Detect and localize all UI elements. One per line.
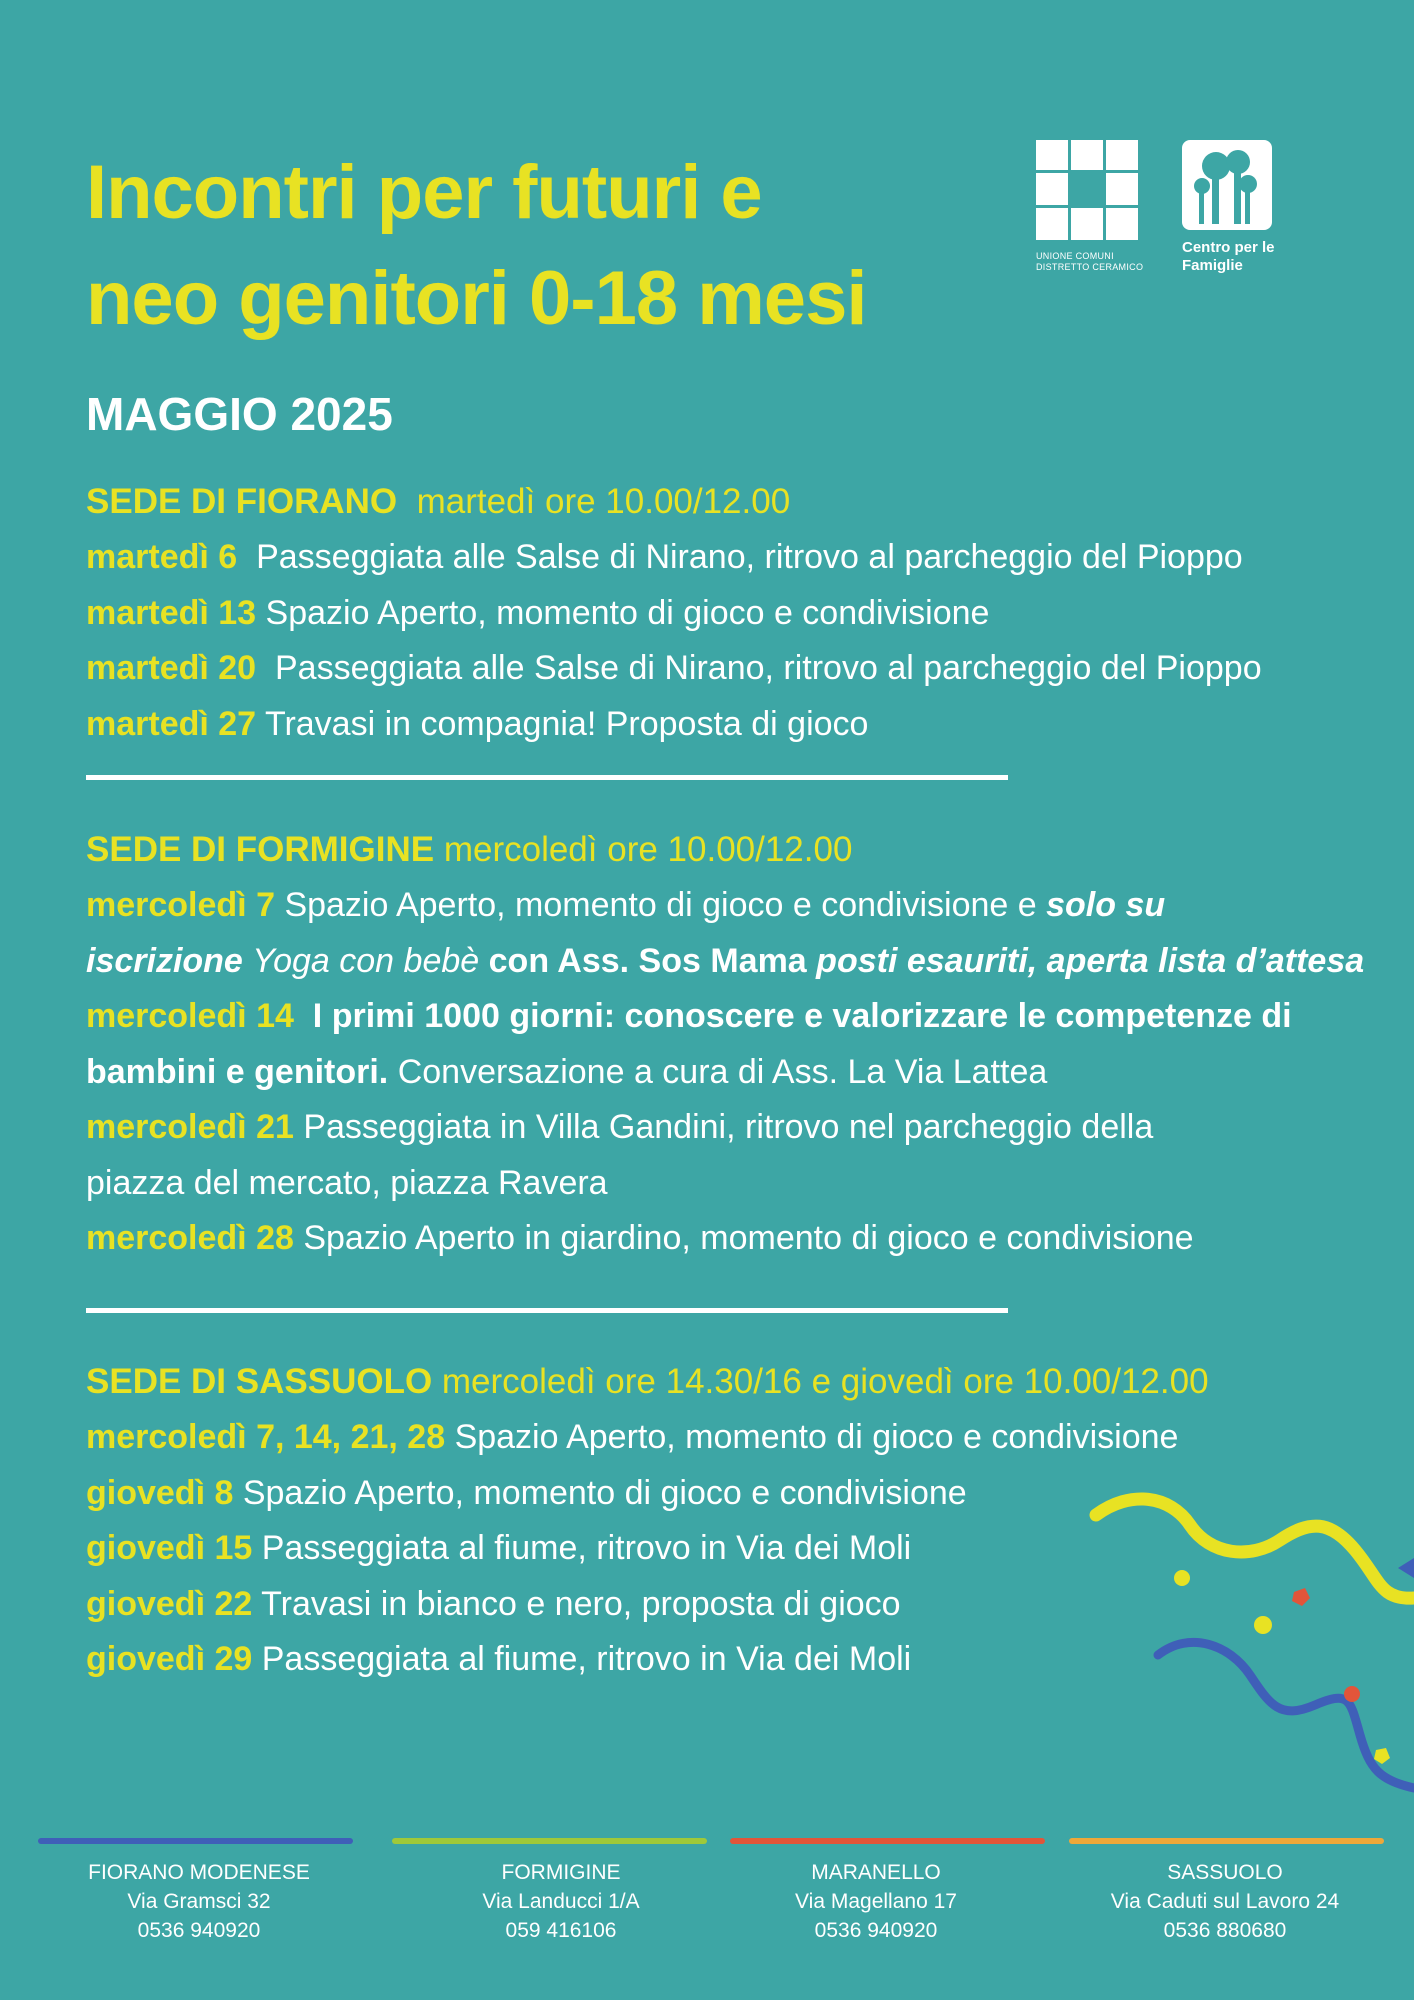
title-line-2: neo genitori 0-18 mesi <box>86 256 867 341</box>
section-divider <box>86 1308 1008 1313</box>
footer-sassuolo <box>1060 1858 1390 1945</box>
event-item: giovedì 29 Passeggiata al fiume, ritrovo in Via dei Moli <box>86 1640 912 1678</box>
sassuolo-header <box>86 1360 1386 1404</box>
formigine-header <box>86 828 1386 872</box>
formigine-schedule: mercoledì ore 10.00/12.00 <box>443 830 853 869</box>
month-heading: MAGGIO 2025 <box>86 388 393 440</box>
event-item: giovedì 22 Travasi in bianco e nero, proposta di gioco <box>86 1584 901 1623</box>
title-line-1: Incontri per futuri e <box>86 150 762 235</box>
event-item: martedì 20 Passeggiata alle Salse di Nirano, ritrovo al parcheggio del Pioppo <box>86 649 1262 687</box>
event-item: giovedì 8 Spazio Aperto, momento di gioco e condivisione <box>86 1473 967 1512</box>
trees-logo-icon <box>1182 140 1272 230</box>
event-item-continued: bambini e genitori. Conversazione a cura di Ass. La Via Lattea <box>86 1052 1048 1091</box>
sassuolo-name: SEDE DI SASSUOLO <box>86 1362 433 1401</box>
event-item: mercoledì 7, 14, 21, 28 Spazio Aperto, momento di gioco e condivisione <box>86 1418 1179 1456</box>
footer-address: Via Caduti sul Lavoro 24 <box>1110 1890 1340 1913</box>
footer-formigine <box>396 1858 726 1945</box>
footer-bar-fiorano <box>38 1838 353 1844</box>
event-item: martedì 13 Spazio Aperto, momento di gioco e condivisione <box>86 593 990 632</box>
footer-city: FORMIGINE <box>501 1861 621 1884</box>
footer-phone: 0536 940920 <box>814 1919 938 1942</box>
footer-address: Via Magellano 17 <box>795 1890 957 1913</box>
footer-address: Via Gramsci 32 <box>127 1890 271 1913</box>
unione-logo-caption: UNIONE COMUNI DISTRETTO CERAMICO <box>1036 251 1144 272</box>
event-item: mercoledì 28 Spazio Aperto in giardino, momento di gioco e condivisione <box>86 1219 1194 1257</box>
grid-logo-icon <box>1036 140 1138 240</box>
formigine-name: SEDE DI FORMIGINE <box>86 830 435 869</box>
footer-phone: 0536 940920 <box>137 1919 261 1942</box>
event-item-continued: iscrizione Yoga con bebè con Ass. Sos Mama posti esauriti, aperta lista d’attesa <box>86 941 1365 980</box>
event-item: martedì 6 Passeggiata alle Salse di Nirano, ritrovo al parcheggio del Pioppo <box>86 538 1243 576</box>
centro-logo-caption: Centro per le Famiglie <box>1182 239 1275 274</box>
confetti-decoration <box>1080 1470 1414 1850</box>
footer-city: MARANELLO <box>811 1861 941 1884</box>
fiorano-name: SEDE DI FIORANO <box>86 482 398 521</box>
event-item: giovedì 15 Passeggiata al fiume, ritrovo in Via dei Moli <box>86 1529 912 1567</box>
fiorano-section <box>86 480 1386 752</box>
unione-comuni-logo <box>1036 140 1144 273</box>
event-item: mercoledì 14 I primi 1000 giorni: conoscere e valorizzare le competenze di <box>86 997 1292 1035</box>
footer-bar-maranello <box>730 1838 1045 1844</box>
sassuolo-schedule: mercoledì ore 14.30/16 e giovedì ore 10.00/12.00 <box>441 1362 1209 1401</box>
footer-fiorano <box>34 1858 364 1945</box>
event-item-continued: piazza del mercato, piazza Ravera <box>86 1163 608 1202</box>
footer-city: FIORANO MODENESE <box>88 1861 310 1884</box>
footer-city: SASSUOLO <box>1167 1861 1283 1884</box>
footer-address: Via Landucci 1/A <box>482 1890 640 1913</box>
footer-bar-formigine <box>392 1838 707 1844</box>
event-item: martedì 27 Travasi in compagnia! Proposta di gioco <box>86 704 869 743</box>
centro-famiglie-logo <box>1182 140 1292 275</box>
footer-phone: 059 416106 <box>505 1919 617 1942</box>
formigine-section <box>86 828 1386 1267</box>
event-item: mercoledì 7 Spazio Aperto, momento di gioco e condivisione e solo su <box>86 886 1166 924</box>
footer-maranello <box>711 1858 1041 1945</box>
fiorano-schedule: martedì ore 10.00/12.00 <box>416 482 791 521</box>
event-item: mercoledì 21 Passeggiata in Villa Gandini, ritrovo nel parcheggio della <box>86 1108 1154 1146</box>
fiorano-header <box>86 480 1386 524</box>
footer-bar-sassuolo <box>1069 1838 1384 1844</box>
footer-phone: 0536 880680 <box>1163 1919 1287 1942</box>
page-title <box>86 140 866 352</box>
section-divider <box>86 775 1008 780</box>
